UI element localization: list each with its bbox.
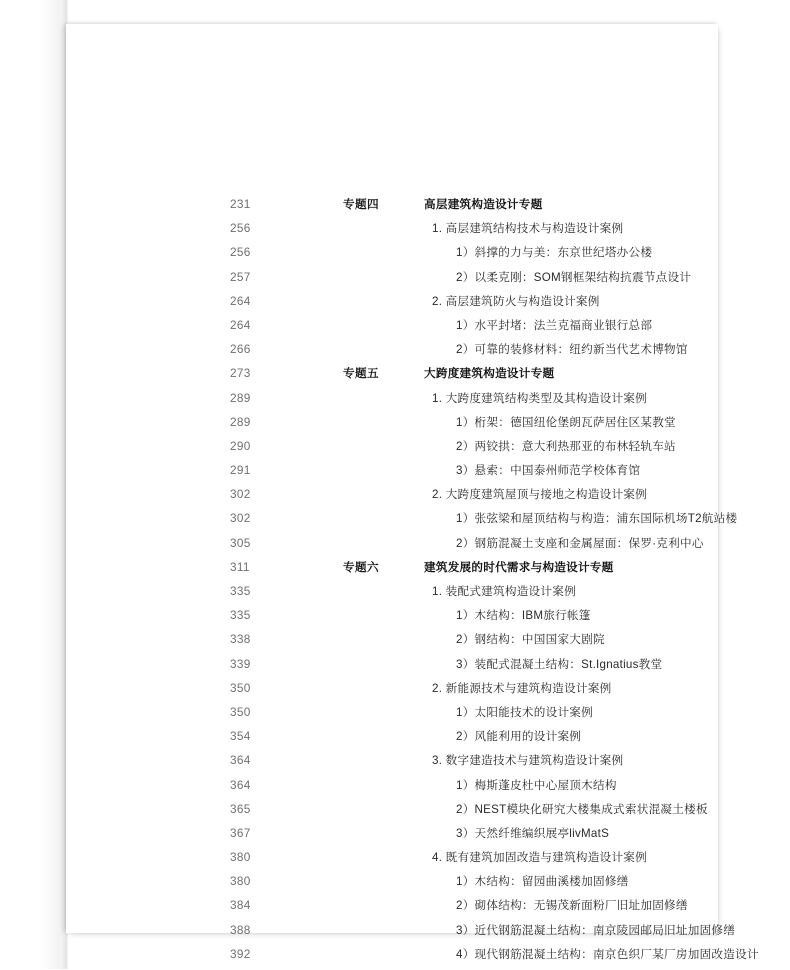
toc-row[interactable] <box>230 510 738 534</box>
toc-row[interactable] <box>230 341 700 365</box>
toc-entry-title: 1. 大跨度建筑结构类型及其构造设计案例 <box>432 391 647 405</box>
toc-entry-title: 2）风能利用的设计案例 <box>456 730 582 744</box>
toc-entry-title: 2）NEST模块化研究大楼集成式索状混凝土楼板 <box>456 802 708 816</box>
toc-row[interactable] <box>230 849 700 873</box>
toc-page-number: 380 <box>230 850 251 865</box>
toc-row[interactable] <box>230 438 700 462</box>
toc-row[interactable] <box>230 269 700 293</box>
toc-entry-title: 1）桁架：德国纽伦堡朗瓦萨居住区某教堂 <box>456 415 676 429</box>
toc-page-number: 364 <box>230 753 251 768</box>
book-page-sheet <box>66 24 759 961</box>
toc-row[interactable] <box>230 825 700 849</box>
toc-row[interactable] <box>230 801 708 825</box>
toc-page-number: 257 <box>230 269 251 284</box>
toc-part-label: 专题六 <box>343 560 379 574</box>
toc-page-number: 305 <box>230 535 251 550</box>
toc-page-number: 231 <box>230 197 251 211</box>
toc-page-number: 289 <box>230 390 251 405</box>
toc-entry-title: 3）悬索：中国泰州师范学校体育馆 <box>456 464 641 478</box>
toc-row[interactable] <box>230 777 700 801</box>
toc-entry-title: 2. 新能源技术与建筑构造设计案例 <box>432 681 612 695</box>
toc-page-number: 273 <box>230 366 251 381</box>
toc-page-number: 290 <box>230 438 251 453</box>
toc-entry-title: 2）钢筋混凝土支座和金属屋面：保罗·克利中心 <box>456 536 704 550</box>
toc-row[interactable] <box>230 752 700 776</box>
toc-entry-title: 3）装配式混凝土结构：St.Ignatius教堂 <box>456 657 663 671</box>
toc-page-number: 367 <box>230 825 251 840</box>
toc-entry-title: 1）太阳能技术的设计案例 <box>456 705 593 719</box>
toc-page-number: 354 <box>230 729 251 744</box>
page-left-shadow-band <box>40 0 68 969</box>
toc-page-number: 266 <box>230 342 251 357</box>
toc-row[interactable] <box>230 946 759 970</box>
table-of-contents <box>230 196 759 970</box>
toc-row[interactable] <box>230 486 700 510</box>
toc-entry-title: 1. 装配式建筑构造设计案例 <box>432 585 576 598</box>
toc-part-label: 专题四 <box>343 198 379 211</box>
toc-page-number: 364 <box>230 777 251 792</box>
toc-page-number: 365 <box>230 801 251 816</box>
toc-entry-title: 1）水平封堵：法兰克福商业银行总部 <box>456 318 653 332</box>
toc-row[interactable] <box>230 196 700 220</box>
toc-row[interactable] <box>230 365 700 389</box>
toc-row[interactable] <box>230 220 700 244</box>
toc-entry-title: 1）木结构：IBM旅行帐篷 <box>456 609 591 623</box>
toc-page-number: 339 <box>230 656 251 671</box>
toc-page-number: 256 <box>230 245 251 260</box>
toc-page-number: 335 <box>230 584 251 598</box>
toc-row[interactable] <box>230 390 700 414</box>
toc-entry-title: 3. 数字建造技术与建筑构造设计案例 <box>432 754 624 768</box>
toc-page-number: 289 <box>230 414 251 429</box>
toc-row[interactable] <box>230 873 700 897</box>
toc-entry-title: 1）木结构：留园曲溪楼加固修缮 <box>456 875 629 889</box>
toc-row[interactable] <box>230 656 700 680</box>
toc-entry-title: 2）可靠的装修材料：纽约新当代艺术博物馆 <box>456 343 688 357</box>
toc-entry-title: 大跨度建筑构造设计专题 <box>424 367 555 381</box>
toc-page-number: 388 <box>230 922 251 937</box>
toc-entry-title: 2）砌体结构：无锡茂新面粉厂旧址加固修缮 <box>456 899 688 913</box>
toc-entry-title: 高层建筑构造设计专题 <box>424 198 543 211</box>
toc-page-number: 335 <box>230 608 251 623</box>
toc-entry-title: 2. 高层建筑防火与构造设计案例 <box>432 294 600 308</box>
toc-row[interactable] <box>230 414 700 438</box>
toc-page-number: 350 <box>230 680 251 695</box>
toc-row[interactable] <box>230 244 700 268</box>
toc-row[interactable] <box>230 535 704 559</box>
toc-page-number: 392 <box>230 946 251 961</box>
toc-entry-title: 2）两铰拱：意大利热那亚的布林轻轨车站 <box>456 439 676 453</box>
toc-row[interactable] <box>230 607 700 631</box>
toc-entry-title: 2. 大跨度建筑屋顶与接地之构造设计案例 <box>432 488 647 502</box>
toc-page-number: 384 <box>230 898 251 913</box>
toc-entry-title: 3）近代钢筋混凝土结构：南京陵园邮局旧址加固修缮 <box>456 923 736 937</box>
toc-page-number: 338 <box>230 632 251 647</box>
toc-entry-title: 4. 既有建筑加固改造与建筑构造设计案例 <box>432 851 647 865</box>
toc-entry-title: 建筑发展的时代需求与构造设计专题 <box>424 560 614 574</box>
toc-entry-title: 1）张弦梁和屋顶结构与构造：浦东国际机场T2航站楼 <box>456 512 738 526</box>
toc-row[interactable] <box>230 897 700 921</box>
toc-entry-title: 3）天然纤维编织展亭livMatS <box>456 826 610 840</box>
toc-page-number: 291 <box>230 463 251 478</box>
toc-entry-title: 2）以柔克刚：SOM钢框架结构抗震节点设计 <box>456 270 692 284</box>
toc-entry-title: 1）斜撑的力与美：东京世纪塔办公楼 <box>456 246 653 260</box>
toc-entry-title: 1）梅斯蓬皮杜中心屋顶木结构 <box>456 778 617 792</box>
toc-page-number: 350 <box>230 704 251 719</box>
toc-page-number: 380 <box>230 874 251 889</box>
toc-row[interactable] <box>230 728 700 752</box>
toc-row[interactable] <box>230 704 700 728</box>
toc-entry-title: 1. 高层建筑结构技术与构造设计案例 <box>432 222 624 236</box>
toc-row[interactable] <box>230 559 700 583</box>
toc-row[interactable] <box>230 317 700 341</box>
toc-page-number: 302 <box>230 511 251 526</box>
toc-row[interactable] <box>230 293 700 317</box>
toc-entry-title: 4）现代钢筋混凝土结构：南京色织厂某厂房加固改造设计 <box>456 947 759 961</box>
toc-entry-title: 2）钢结构：中国国家大剧院 <box>456 633 605 647</box>
toc-page-number: 311 <box>230 559 250 574</box>
toc-page-number: 264 <box>230 293 251 308</box>
toc-row[interactable] <box>230 680 700 704</box>
toc-row[interactable] <box>230 631 700 655</box>
toc-row[interactable] <box>230 583 700 607</box>
toc-row[interactable] <box>230 922 736 946</box>
toc-page-number: 264 <box>230 317 251 332</box>
toc-page-number: 256 <box>230 221 251 236</box>
toc-part-label: 专题五 <box>343 367 379 381</box>
toc-page-number: 302 <box>230 487 251 502</box>
toc-row[interactable] <box>230 462 700 486</box>
